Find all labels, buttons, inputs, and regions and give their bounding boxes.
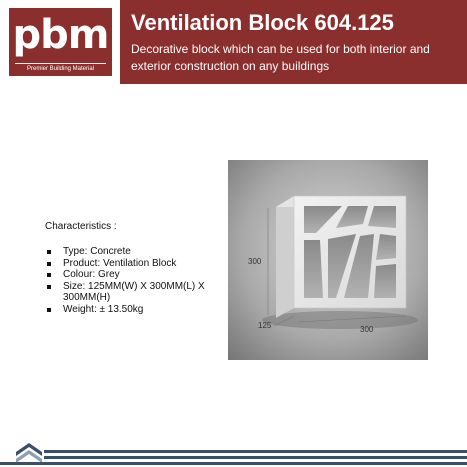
- spec-type: Type: Concrete: [63, 246, 131, 257]
- footer-line-bottom: [0, 462, 467, 465]
- spec-weight: Weight: ± 13.50kg: [63, 303, 144, 315]
- dimension-height-label: 300: [248, 257, 262, 266]
- page-subtitle: Decorative block which can be used for both interior and exterior construction on any buildings: [131, 42, 430, 73]
- dimension-width-label: 300: [360, 325, 374, 334]
- footer-line-top: [44, 450, 467, 453]
- bullet-icon: [47, 262, 51, 266]
- pbm-logo: [9, 8, 112, 76]
- logo-divider: [15, 63, 106, 64]
- bullet-icon: [47, 285, 51, 289]
- spec-product: Product: Ventilation Block: [63, 257, 177, 269]
- list-item: [45, 281, 220, 304]
- list-item: [45, 269, 220, 281]
- logo-area: [0, 0, 120, 84]
- list-item: [45, 246, 220, 258]
- list-item: [45, 304, 220, 316]
- list-item: [45, 258, 220, 270]
- dimension-depth-label: 125: [258, 321, 272, 330]
- bullet-icon: [47, 250, 51, 254]
- bullet-icon: [47, 308, 51, 312]
- header-banner: [120, 0, 467, 84]
- footer-line-middle: [44, 456, 467, 459]
- spec-size: Size: 125MM(W) X 300MM(L) X 300MM(H): [63, 280, 205, 304]
- product-image: [228, 160, 428, 360]
- ventilation-block-render: [228, 160, 428, 360]
- page-title: Ventilation Block 604.125: [131, 10, 394, 35]
- characteristics-list: [45, 246, 220, 316]
- logo-tagline: Premier Building Material: [26, 66, 95, 72]
- logo-text: pbm: [12, 12, 109, 58]
- characteristics-heading: Characteristics :: [45, 221, 117, 232]
- bullet-icon: [47, 273, 51, 277]
- spec-colour: Colour: Grey: [63, 269, 120, 281]
